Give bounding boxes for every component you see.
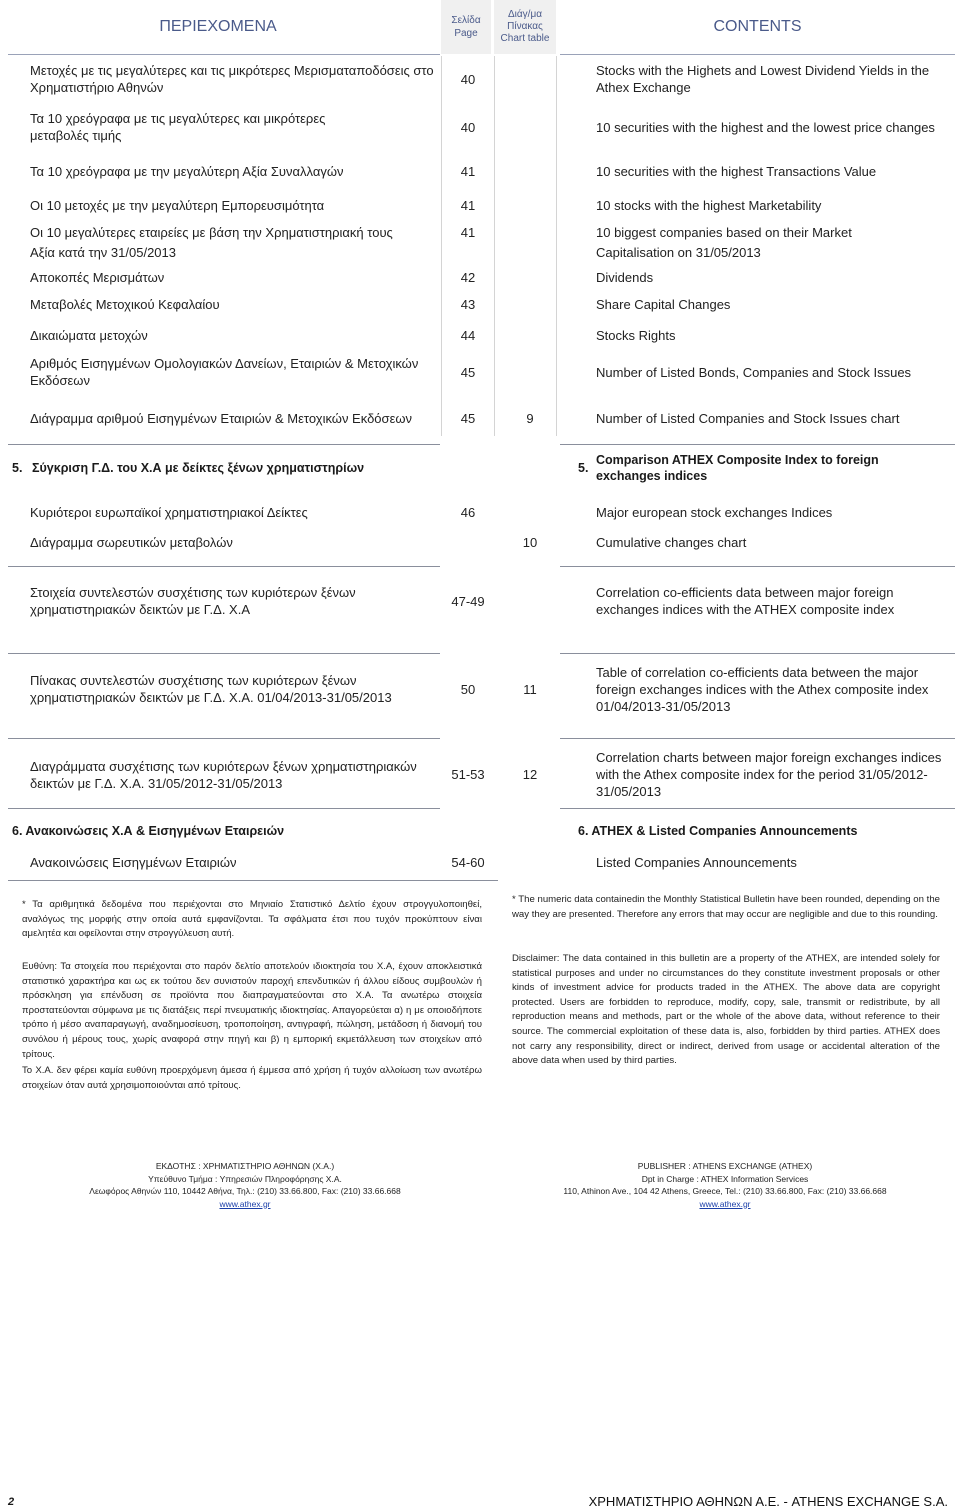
section5-title-gr: Σύγκριση Γ.Δ. του Χ.Α με δείκτες ξένων χρηματιστηρίων [32,461,365,475]
section6-title-en: 6. ATHEX & Listed Companies Announcements [578,824,858,838]
publisher-en-line3: 110, Athinon Ave., 104 42 Athens, Greece, Tel.: (210) 33.66.800, Fax: (210) 33.66.668 [563,1186,887,1196]
row-title-en: Correlation co-efficients data between major foreign exchanges indices with the ATHEX composite index [596,585,895,617]
section-rule [8,880,498,881]
row-title-gr: Διαγράμματα συσχέτισης των κυριότερων ξένων χρηματιστηριακών δεικτών με Γ.Δ. Χ.Α. 31/05/2012-31/05/2013 [30,759,417,791]
english-title: CONTENTS [713,18,802,35]
publisher-gr [20,1160,470,1210]
row-page: 51-53 [451,767,485,782]
publisher-gr-line3: Λεωφόρος Αθηνών 110, 10442 Αθήνα, Τηλ.: (210) 33.66.800, Fax: (210) 33.66.668 [89,1186,401,1196]
disclaimer-gr: Ευθύνη: Τα στοιχεία που περιέχονται στο παρόν δελτίο αποτελούν ιδιοκτησία του Χ.Α, έχουν αποκλειστικά στατιστικό χαρακτήρα και ως εκ τούτου δεν συνιστούν παροχή επενδυτικών ή άλλου είδους συμβουλών ή πρόσκληση για επένδυση σε προϊόντα που διαπραγματεύονται στο Χ.Α. Τα ανωτέρω στοιχεία προστατεύονται σύμφωνα με τις διατάξεις περί πνευματικής ιδιοκτησίας. Απαγορεύεται α) η με οποιοδήποτε τρόπο ή μέσο αναπαραγωγή, αναδημοσίευση, τροποποίηση, αντιγραφή, πώληση, μετάδοση ή διανομή του συνόλου ή μέρους τους, χωρίς αναφορά στην πηγή και β) η εμπορική εκμετάλλευση των στοιχείων από τρίτους. [22,961,482,1060]
row-rule [560,566,955,567]
row-page: 41 [460,225,476,240]
row-title-en: Cumulative changes chart [596,535,747,550]
disclaimer-en: Disclaimer: The data contained in this bulletin are a property of the ATHEX, are intended solely for statistical purposes and under no circumstances do they constitute investment proposals or other kinds of investment advice for products traded in the ATHEX. The above data are copyright protected. Users are forbidden to reproduce, modify, copy, sale, transmit or redistribute, by all reproduction means and methods, part or the whole of the above data, without reference to their source. The commercial exploitation of these data is, also, forbidden by third parties. ATHEX does not carry any responsibility, direct or indirect, derived from usage or accidental alteration of the above data when used by third parties. [512,953,940,1067]
section5-number-en: 5. [578,461,589,475]
section-rule [8,808,440,809]
row-page: 45 [460,411,476,426]
chart-column-header [494,0,556,54]
row-page: 45 [460,365,476,380]
row-title-en: Major european stock exchanges Indices [596,505,833,520]
row-title-gr: Μεταβολές Μετοχικού Κεφαλαίου [30,297,220,312]
row-title-en: Number of Listed Companies and Stock Issues chart [596,411,900,426]
greek-title: ΠΕΡΙΕΧΟΜΕΝΑ [159,18,277,35]
header-rule-left [8,54,440,55]
chart-header-en: Chart table [500,33,550,44]
row-title-en: Share Capital Changes [596,297,731,312]
running-footer-title: ΧΡΗΜΑΤΙΣΤΗΡΙΟ ΑΘΗΝΩΝ Α.Ε. - ATHENS EXCHANGE S.A. [588,1494,948,1509]
row-title-en: 10 stocks with the highest Marketability [596,198,822,213]
website-link-en[interactable]: www.athex.gr [699,1198,751,1209]
section6-title-gr: 6. Ανακοινώσεις Χ.Α & Εισηγμένων Εταιρειών [12,824,285,838]
column-divider [556,56,557,436]
section5-title-en: Comparison ATHEX Composite Index to foreign exchanges indices [596,453,879,483]
row-title-en: 10 securities with the highest and the lowest price changes [596,120,935,135]
row-title-en: Listed Companies Announcements [596,855,797,870]
row-page: 47-49 [451,594,485,609]
row-title-gr: Δικαιώματα μετοχών [30,328,148,343]
row-page: 40 [460,72,476,87]
header-rule-right [560,54,955,55]
website-link-gr[interactable]: www.athex.gr [219,1198,271,1209]
section-rule [560,444,955,445]
row-chart: 12 [522,767,538,782]
row-rule [560,653,955,654]
row-title-gr: Κυριότεροι ευρωπαϊκοί χρηματιστηριακοί Δείκτες [30,505,308,520]
page-header-en: Page [454,28,478,39]
row-page: 40 [460,120,476,135]
row-title-en-line2: Capitalisation on 31/05/2013 [596,245,761,260]
row-title-en: Correlation charts between major foreign exchanges indices with the Athex composite index for the period 31/05/2012-31/05/2013 [596,750,942,799]
page-number: 2 [8,1496,15,1508]
row-title-en: 10 biggest companies based on their Market [596,225,852,240]
row-page: 41 [460,198,476,213]
row-page: 50 [460,682,476,697]
row-title-en: 10 securities with the highest Transactions Value [596,164,877,179]
row-title-gr: Στοιχεία συντελεστών συσχέτισης των κυριότερων ξένων χρηματιστηριακών δεικτών με Γ.Δ. Χ.Α [30,585,356,617]
row-page: 42 [460,270,476,285]
row-title-gr: Διάγραμμα σωρευτικών μεταβολών [30,535,233,550]
contents-header [0,0,960,56]
row-title-gr: Ανακοινώσεις Εισηγμένων Εταιριών [30,855,237,870]
row-title-en: Stocks Rights [596,328,676,343]
publisher-gr-line1: ΕΚΔΟΤΗΣ : ΧΡΗΜΑΤΙΣΤΗΡΙΟ ΑΘΗΝΩΝ (Χ.Α.) [155,1161,335,1171]
row-chart: 10 [522,535,538,550]
disclaimer-gr-2: Το Χ.Α. δεν φέρει καμία ευθύνη προερχόμενη άμεσα ή έμμεσα από χρήση ή τυχόν αλλοίωση των ανωτέρω στοιχείων όταν αυτά χρησιμοποιούνται από τρίτους. [22,1065,482,1091]
row-page: 43 [460,297,476,312]
rounding-note-gr: * Τα αριθμητικά δεδομένα που περιέχονται στο Μηνιαίο Στατιστικό Δελτίο έχουν στρογγυλοποιηθεί, αναλόγως της μορφής στην οποία αυτά εμφανίζονται. Τα σφάλματα έτσι που τυχόν προκύπτουν είναι αμελητέα και οφείλονται στην στρογγύλευση αυτή. [22,899,482,940]
row-title-gr: Αποκοπές Μερισμάτων [30,270,165,285]
row-title-en: Dividends [596,270,654,285]
row-title-gr-line2: Αξία κατά την 31/05/2013 [30,245,176,260]
row-page: 54-60 [451,855,485,870]
rounding-note-en: * The numeric data containedin the Monthly Statistical Bulletin have been rounded, depending on the way they are presented. Therefore any errors that may occur are negligible and due to this rounding. [512,894,940,920]
section-rule [560,808,955,809]
page-header-gr: Σελίδα [451,15,481,26]
row-title-gr: Τα 10 χρεόγραφα με τις μεγαλύτερες και μικρότερες μεταβολές τιμής [30,111,326,143]
row-chart: 9 [526,411,534,426]
row-title-gr: Μετοχές με τις μεγαλύτερες και τις μικρότερες Μερισματαποδόσεις στο Χρηματιστήριο Αθηνών [30,63,434,95]
row-title-gr: Οι 10 μετοχές με την μεγαλύτερη Εμπορευσιμότητα [30,198,325,213]
publisher-en-line1: PUBLISHER : ATHENS EXCHANGE (ATHEX) [637,1161,813,1171]
publisher-en [500,1160,950,1210]
row-title-gr: Οι 10 μεγαλύτερες εταιρείες με βάση την Χρηματιστηριακή τους [30,225,393,240]
page-column-header [441,0,491,54]
row-chart: 11 [523,682,537,697]
row-rule [8,738,440,739]
row-title-gr: Τα 10 χρεόγραφα με την μεγαλύτερη Αξία Συναλλαγών [30,164,344,179]
section5-number-gr: 5. [12,461,23,475]
publisher-gr-line2: Υπεύθυνο Τμήμα : Υπηρεσιών Πληροφόρησης Χ.Α. [148,1173,342,1184]
chart-header-gr2: Πίνακας [507,21,543,32]
row-page: 44 [460,328,476,343]
row-page: 41 [460,164,476,179]
row-page: 46 [460,505,476,520]
row-title-en: Table of correlation co-efficients data between the major foreign exchanges indices with the Athex composite index 01/04/2013-31/05/2013 [596,665,929,714]
publisher-en-line2: Dpt in Charge : ATHEX Information Services [641,1173,809,1184]
row-title-gr: Διάγραμμα αριθμού Εισηγμένων Εταιριών & Μετοχικών Εκδόσεων [30,411,413,426]
row-title-en: Stocks with the Highets and Lowest Dividend Yields in the Athex Exchange [596,63,930,95]
row-title-gr: Πίνακας συντελεστών συσχέτισης των κυριότερων ξένων χρηματιστηριακών δεικτών με Γ.Δ. Χ.Α. 01/04/2013-31/05/2013 [30,673,392,705]
chart-header-gr1: Διάγ/μα [507,9,542,20]
section-rule [8,444,440,445]
row-title-en: Number of Listed Bonds, Companies and Stock Issues [596,365,912,380]
row-title-gr: Αριθμός Εισηγμένων Ομολογιακών Δανείων, Εταιριών & Μετοχικών Εκδόσεων [30,356,419,388]
row-rule [8,566,440,567]
row-rule [560,738,955,739]
row-rule [8,653,440,654]
